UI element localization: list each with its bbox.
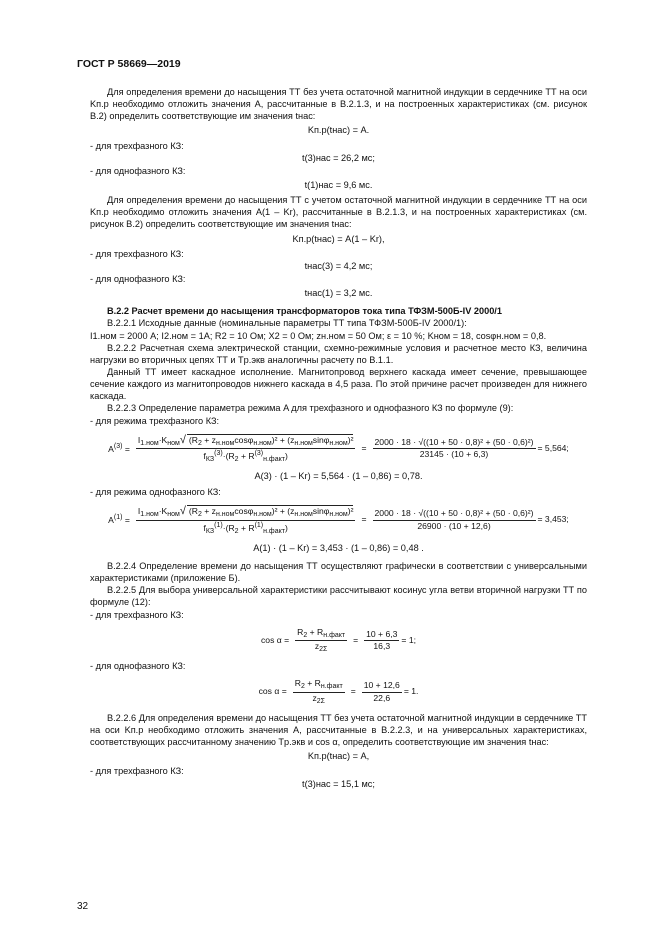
paragraph: B.2.2.1 Исходные данные (номинальные параметры ТТ типа ТФЗМ-500Б-IV 2000/1):: [107, 318, 467, 329]
case-label: - для однофазного КЗ:: [90, 165, 186, 176]
equation-lhs: $A^{(3)}$ =: [108, 442, 130, 454]
case-label: - для трехфазного КЗ:: [90, 140, 184, 151]
formula: t(3)нас = 15,1 мс;: [302, 778, 375, 789]
paragraph: B.2.2.5 Для выбора универсальной характеристики рассчитывают косинус угла ветви вторичной нагрузки ТТ по формуле (12):: [90, 585, 587, 608]
formula: A(3) · (1 – Kr) = 5,564 · (1 – 0,86) = 0,78.: [254, 471, 423, 482]
case-label: - для однофазного КЗ:: [90, 661, 186, 672]
equation-result: = 1.: [403, 686, 419, 697]
case-label: - для трехфазного КЗ:: [90, 766, 184, 777]
page-number: 32: [77, 901, 89, 912]
paragraph: B.2.2.4 Определение времени до насыщения ТТ осуществляют графически в соответствии с универсальными характеристиками (приложение Б).: [90, 561, 587, 584]
formula: A(1) · (1 – Kr) = 3,453 · (1 – 0,86) = 0,48 .: [253, 542, 424, 553]
symbolic-fraction: $\frac{R_2 + R_{н.факт}}{z_{2\Sigma}}$: [294, 678, 343, 705]
case-label: - для режима трехфазного КЗ:: [90, 415, 220, 426]
case-label: - для трехфазного КЗ:: [90, 248, 184, 259]
numeric-fraction: $\frac{\text{2000 · 18 · √((10 + 50 · 0,8)² + (50 · 0,6)²)}}{23145 \cdot (10 + 6,3)}$: [374, 436, 534, 459]
equation-lhs: $A^{(1)}$ =: [108, 514, 130, 526]
equation-result: = 1;: [401, 634, 416, 645]
equation-result: = 5,564;: [537, 442, 569, 453]
document-body: [90, 86, 587, 790]
case-label: - для режима однофазного КЗ:: [90, 487, 221, 498]
formula: t(3)нас = 26,2 мс;: [302, 152, 375, 163]
paragraph: I1.ном = 2000 А; I2.ном = 1А; R2 = 10 Ом; X2 = 0 Ом; zн.ном = 50 Ом; ε = 10 %; Kном = 18, cosφн.ном = 0,8.: [90, 330, 547, 341]
document-header: ГОСТ Р 58669—2019: [77, 58, 181, 70]
equation-a1: $A^{(1)}$ = $\frac{I_{1.ном}\cdot K_{ном}√ (R_2 + z_{н.ном}\cos\varphi_{н.ном})^2 + (z_{н.ном}\sin\varphi_{н.ном})^2}{f_{КЗ}^{(1)}\cdot(R_2 + R^{(1)}_{н.факт})}$ = $\frac{\text{2000 · 18 · √((10 + 50 · 0,8)² + (50 · 0,6)²)}}{26900 \cdot (10 + 12,6)}$ = 3,453;: [108, 505, 569, 535]
section-title: B.2.2 Расчет времени до насыщения трансформаторов тока типа ТФЗМ-500Б-IV 2000/1: [107, 306, 502, 317]
equation-cos1: cos α = $\frac{R_2 + R_{н.факт}}{z_{2\Sigma}}$ = $\frac{10 + 12,6}{22,6}$ = 1.: [258, 678, 419, 705]
case-label: - для трехфазного КЗ:: [90, 609, 184, 620]
equation-a3: $A^{(3)}$ = $\frac{I_{1.ном}\cdot K_{ном}√ (R_2 + z_{н.ном}\cos\varphi_{н.ном})^2 + (z_{н.ном}\sin\varphi_{н.ном})^2}{f_{КЗ}^{(3)}\cdot(R_2 + R^{(3)}_{н.факт})}$ = $\frac{\text{2000 · 18 · √((10 + 50 · 0,8)² + (50 · 0,6)²)}}{23145 \cdot (10 + 6,3)}$ = 5,564;: [108, 433, 569, 463]
formula: Kп.р(tнас) = A,: [307, 751, 370, 762]
numeric-fraction: $\frac{\text{2000 · 18 · √((10 + 50 · 0,8)² + (50 · 0,6)²)}}{26900 \cdot (10 + 12,6)}$: [374, 508, 534, 531]
case-label: - для однофазного КЗ:: [90, 273, 186, 284]
formula: Kп.р(tнас) = A(1 – Kr),: [292, 233, 385, 244]
paragraph: B.2.2.3 Определение параметра режима A для трехфазного и однофазного КЗ по формуле (9):: [107, 403, 514, 414]
paragraph: B.2.2.2 Расчетная схема электрической станции, схемно-режимные условия и расчетное место КЗ, величина нагрузки во вторичных цепях ТТ и Tр.экв аналогичны расчету по B.1.1.: [90, 342, 587, 365]
numeric-fraction: $\frac{10 + 12,6}{22,6}$: [363, 680, 400, 703]
equation-cos3: cos α = $\frac{R_2 + R_{н.факт}}{z_{2\Sigma}}$ = $\frac{10 + 6,3}{16,3}$ = 1;: [261, 626, 416, 653]
paragraph: Данный ТТ имеет каскадное исполнение. Магнитопровод верхнего каскада имеет сечение, превышающее сечение каждого из магнитопроводов нижнего каскада в 4,5 раза. По этой причине расчет произведен для нижнего каскада.: [90, 366, 587, 402]
symbolic-fraction: $\frac{R_2 + R_{н.факт}}{z_{2\Sigma}}$: [297, 626, 346, 653]
paragraph: Для определения времени до насыщения ТТ без учета остаточной магнитной индукции в сердечнике ТТ на оси Kп.р необходимо отложить значения A, рассчитанные в B.2.1.3, и на построенных характеристиках (см. рисунок B.2) определить соответствующие им значения tнас:: [90, 87, 587, 122]
formula: Kп.р(tнас) = A.: [307, 125, 370, 136]
formula: t(1)нас = 9,6 мс.: [304, 179, 373, 190]
symbolic-fraction: $\frac{I_{1.ном}\cdot K_{ном}√ (R_2 + z_{н.ном}\cos\varphi_{н.ном})^2 + (z_{н.ном}\sin\varphi_{н.ном})^2}{f_{КЗ}^{(1)}\cdot(R_2 + R^{(1)}_{н.факт})}$: [137, 505, 354, 535]
paragraph: Для определения времени до насыщения ТТ с учетом остаточной магнитной индукции в сердечнике ТТ на оси Kп.р необходимо отложить значения A(1 – Kr), рассчитанные в B.2.1.3, и на построенных характеристиках (см. рисунок B.2) определить соответствующие им значения tнас:: [90, 195, 587, 230]
paragraph: B.2.2.6 Для определения времени до насыщения ТТ без учета остаточной магнитной индукции в сердечнике ТТ на оси Kп.р необходимо отложить значения A, рассчитанные в B.2.2.3, и на универсальных характеристиках, соответствующих рассчитанному значению Tр.экв и cos α, определить соответствующие им значения tнас:: [90, 712, 587, 748]
formula: tнас(3) = 4,2 мс;: [304, 260, 373, 271]
symbolic-fraction: $\frac{I_{1.ном}\cdot K_{ном}√ (R_2 + z_{н.ном}\cos\varphi_{н.ном})^2 + (z_{н.ном}\sin\varphi_{н.ном})^2}{f_{КЗ}^{(3)}\cdot(R_2 + R^{(3)}_{н.факт})}$: [137, 433, 354, 463]
equation-result: = 3,453;: [537, 514, 569, 525]
numeric-fraction: $\frac{10 + 6,3}{16,3}$: [366, 628, 398, 651]
formula: tнас(1) = 3,2 мс.: [304, 288, 373, 299]
